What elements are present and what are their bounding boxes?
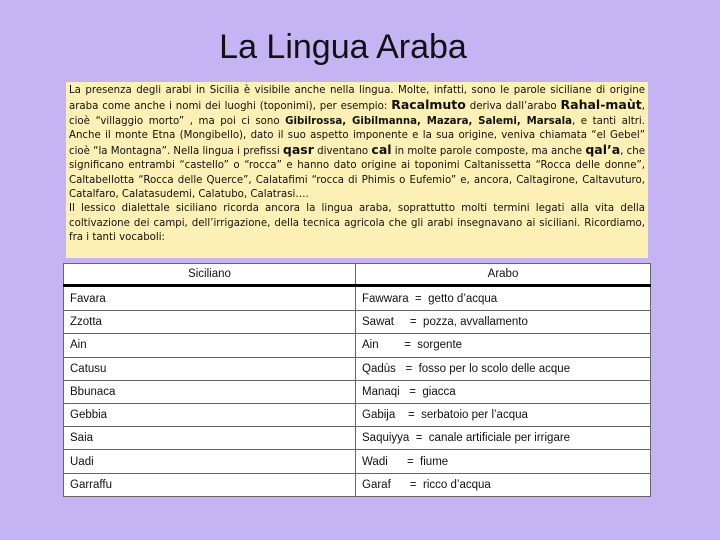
- cell-arabo: Gabija = serbatoio per l’acqua: [356, 403, 651, 426]
- intro-text: , che significano entrambi “castello” o “rocca” e hanno dato origine ai toponimi Caltanissetta “Rocca delle donne”, Caltabellotta “Rocca delle Querce”, Calatafimi “rocca di Phimis o Eufemio” e, ancora, Caltagirone, Caltavuturo, Catalfaro, Calatasudemi, Calatubo, Calatrasi….: [69, 146, 645, 201]
- cell-arabo: Fawwara = getto d’acqua: [356, 286, 651, 311]
- cell-arabo: Ain = sorgente: [356, 334, 651, 357]
- cell-siciliano: Favara: [64, 286, 356, 311]
- table-row: [64, 473, 651, 496]
- cell-arabo: Manaqi = giacca: [356, 380, 651, 403]
- table-row: [64, 357, 651, 380]
- intro-paragraph-1: [69, 84, 645, 202]
- intro-text: , e tanti altri. Anche il monte Etna (Mongibello), dato il suo aspetto imponente e la sua origine, veniva chiamata “el Gebel” cioè “la Montagna”. Nella lingua i prefissi: [69, 115, 645, 158]
- intro-paragraph-2: Il lessico dialettale siciliano ricorda ancora la lingua araba, soprattutto molti termini legati alla vita della coltivazione dei campi, dell’irrigazione, della tecnica agricola che gli arabi insegnavano ai siciliani. Ricordiamo, fra i tanti vocaboli:: [69, 203, 645, 243]
- cell-siciliano: Ain: [64, 334, 356, 357]
- keyword-qala: qal’a: [585, 142, 621, 158]
- cell-arabo: Qadùs = fosso per lo scolo delle acque: [356, 357, 651, 380]
- header-arabo: Arabo: [356, 264, 651, 286]
- table-row: [64, 403, 651, 426]
- slide-title: La Lingua Araba: [219, 28, 467, 66]
- keyword-rahal-maut: Rahal-maùt: [560, 97, 642, 113]
- cell-siciliano: Zzotta: [64, 311, 356, 334]
- header-siciliano: Siciliano: [64, 264, 356, 286]
- keyword-cal: cal: [371, 142, 392, 158]
- intro-text: diventano: [313, 146, 372, 158]
- cell-siciliano: Gebbia: [64, 403, 356, 426]
- cell-siciliano: Catusu: [64, 357, 356, 380]
- cell-arabo: Garaf = ricco d’acqua: [356, 473, 651, 496]
- table-row: [64, 334, 651, 357]
- cell-arabo: Sawat = pozza, avvallamento: [356, 311, 651, 334]
- intro-text: La presenza degli arabi in Sicilia è visibile anche nella lingua. Molte, infatti, sono le parole siciliane di origine araba come anche i nomi dei luoghi (toponimi), per esempio:: [69, 85, 645, 113]
- intro-text: , cioè “villaggio morto” , ma poi ci sono: [69, 101, 645, 127]
- table-row: [64, 427, 651, 450]
- cell-siciliano: Garraffu: [64, 473, 356, 496]
- keyword-places: Gibilrossa, Gibilmanna, Mazara, Salemi, Marsala: [285, 115, 572, 127]
- vocabulary-table: [63, 263, 651, 497]
- table-row: [64, 286, 651, 311]
- cell-arabo: Saquiyya = canale artificiale per irrigare: [356, 427, 651, 450]
- intro-text: deriva dall’arabo: [465, 101, 561, 113]
- cell-siciliano: Uadi: [64, 450, 356, 473]
- intro-text: in molte parole composte, ma anche: [391, 146, 586, 158]
- table-header-row: [64, 264, 651, 286]
- cell-arabo: Wadi = fiume: [356, 450, 651, 473]
- intro-text-box: [66, 82, 648, 258]
- cell-siciliano: Saia: [64, 427, 356, 450]
- cell-siciliano: Bbunaca: [64, 380, 356, 403]
- keyword-racalmuto: Racalmuto: [391, 97, 466, 113]
- keyword-qasr: qasr: [282, 142, 314, 158]
- table-row: [64, 311, 651, 334]
- table-row: [64, 450, 651, 473]
- table-row: [64, 380, 651, 403]
